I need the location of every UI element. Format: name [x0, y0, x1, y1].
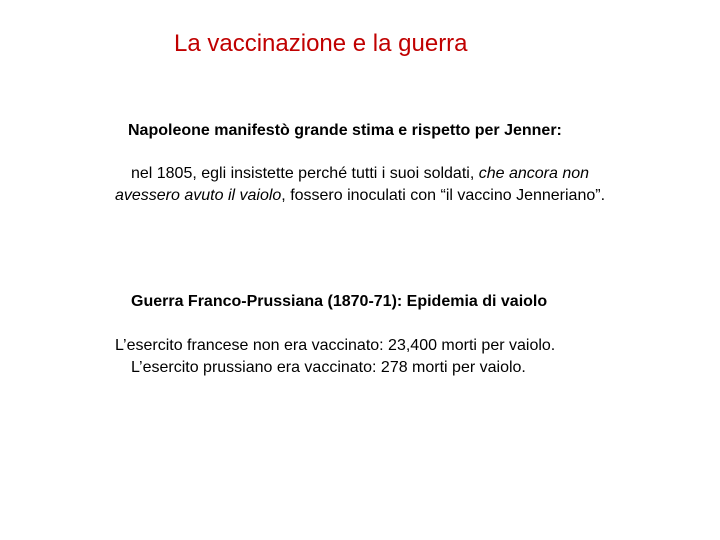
slide-title: La vaccinazione e la guerra — [174, 30, 468, 57]
war-heading: Guerra Franco-Prussiana (1870-71): Epidemia di vaiolo — [131, 293, 548, 310]
prussian-army-line: L’esercito prussiano era vaccinato: 278 morti per vaiolo. — [131, 359, 526, 376]
napoleon-text-line-2-italic: avessero avuto il vaiolo — [114, 187, 282, 204]
napoleon-text-line-2 — [0, 186, 720, 205]
napoleon-text-line-1-italic: che ancora non — [478, 165, 590, 182]
napoleon-text-line-1-plain: nel 1805, egli insistette perché tutti i suoi soldati, — [130, 165, 479, 182]
napoleon-text-line-2-plain: , fossero inoculati con “il vaccino Jenneriano”. — [281, 187, 606, 204]
napoleon-heading: Napoleone manifestò grande stima e rispetto per Jenner: — [128, 122, 562, 139]
french-army-line: L’esercito francese non era vaccinato: 23,400 morti per vaiolo. — [115, 337, 556, 354]
napoleon-text-line-1 — [0, 164, 720, 183]
